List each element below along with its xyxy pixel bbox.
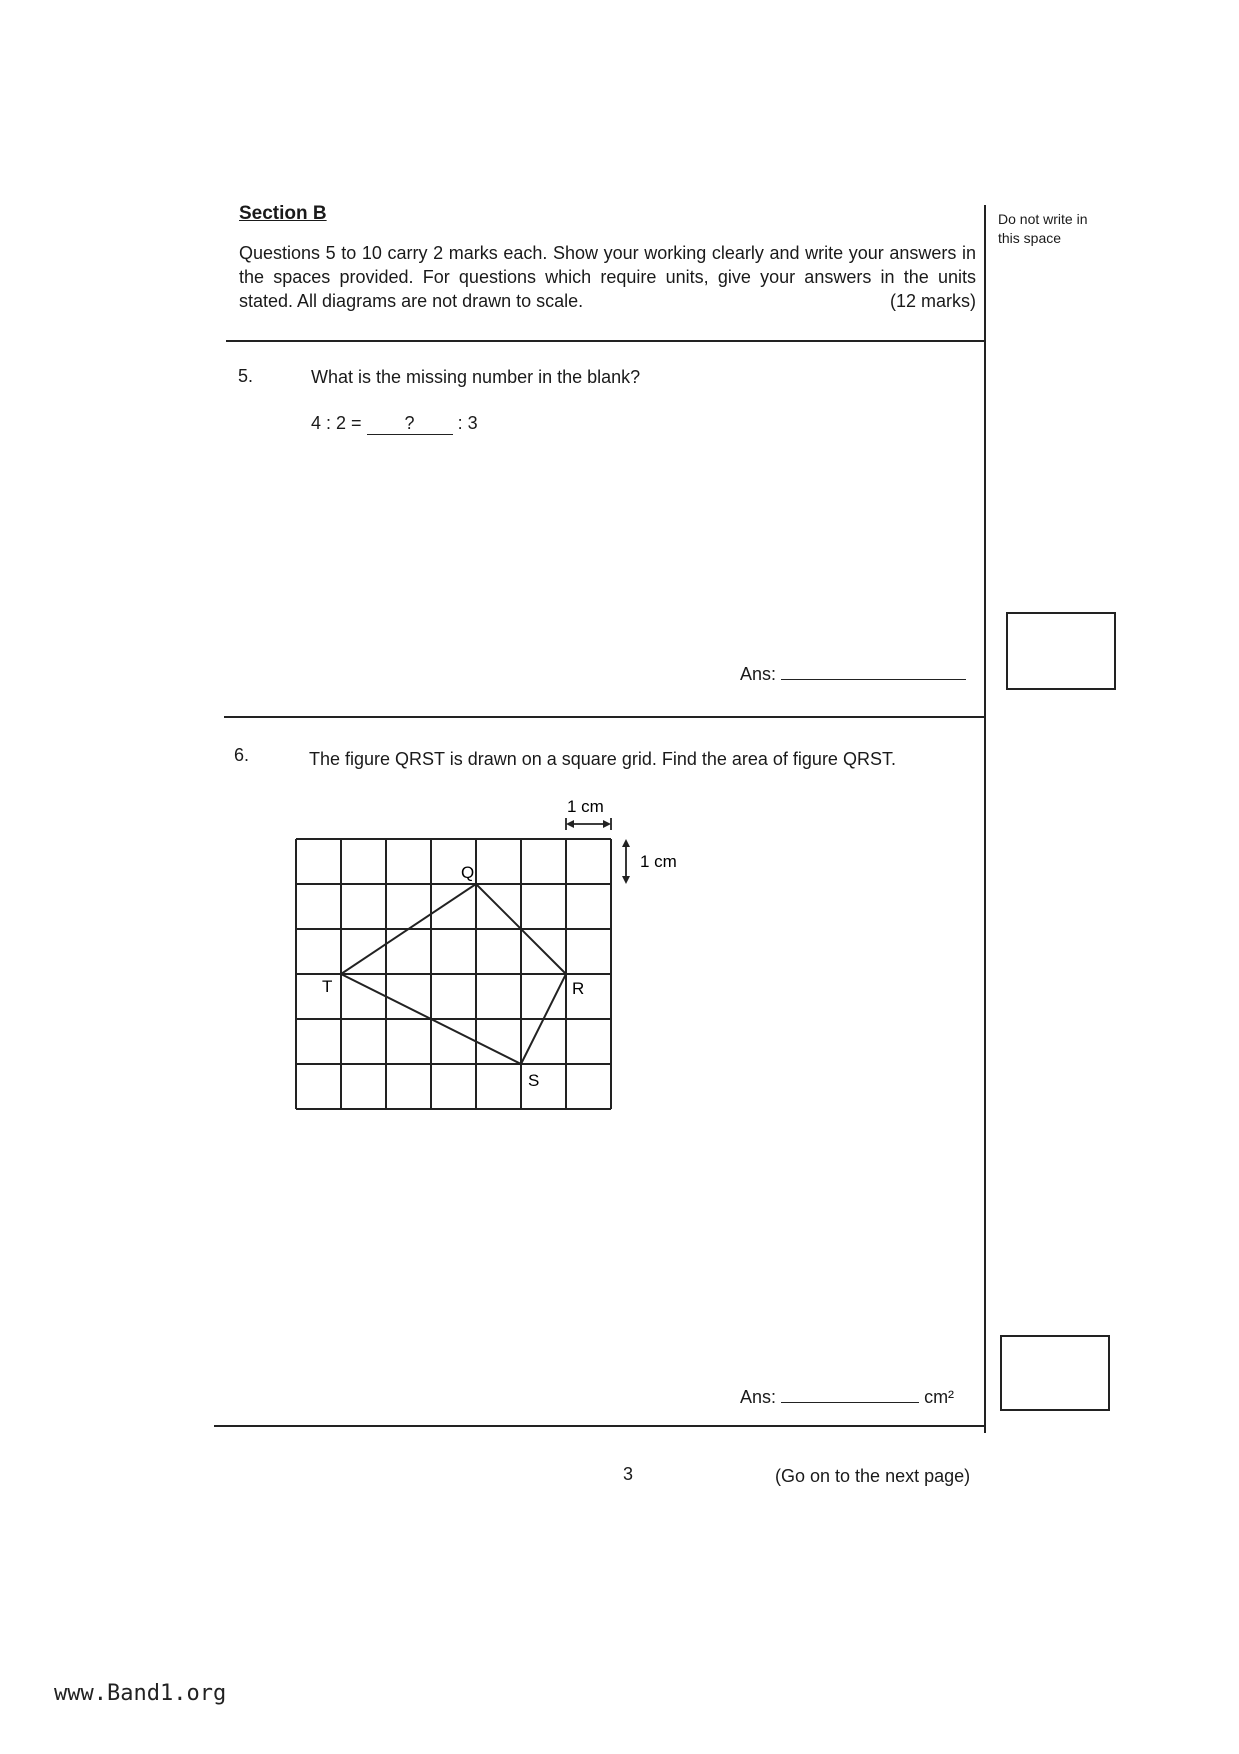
question-5-answer xyxy=(740,664,966,685)
question-5-equation xyxy=(311,413,478,435)
horizontal-scale-label: 1 cm xyxy=(567,797,604,816)
question-6-number: 6. xyxy=(234,745,250,765)
vertical-scale-arrow xyxy=(622,839,630,884)
section-instructions xyxy=(239,241,976,313)
section-title: Section B xyxy=(239,203,327,224)
answer-line[interactable] xyxy=(781,679,966,680)
question-6-answer xyxy=(740,1387,954,1408)
question-5-score-box xyxy=(1006,612,1116,690)
section-marks: (12 marks) xyxy=(889,291,976,311)
vertex-label-s: S xyxy=(528,1071,540,1090)
horizontal-scale-arrow xyxy=(566,818,611,830)
equation-right: : 3 xyxy=(457,413,478,433)
margin-divider xyxy=(984,205,986,1433)
square-grid xyxy=(296,839,611,1109)
answer-label: Ans: xyxy=(740,1387,777,1407)
equation-left: 4 : 2 = xyxy=(311,413,362,433)
question-5-text: What is the missing number in the blank? xyxy=(311,367,641,387)
question-6-score-box xyxy=(1000,1335,1110,1411)
answer-label: Ans: xyxy=(740,664,777,684)
vertex-label-r: R xyxy=(572,979,585,998)
vertical-scale-label: 1 cm xyxy=(640,852,677,871)
question-5-number: 5. xyxy=(238,366,254,386)
answer-unit: cm² xyxy=(924,1387,955,1407)
margin-note: Do not write in this space xyxy=(998,211,1088,246)
instructions-text: Questions 5 to 10 carry 2 marks each. Show your working clearly and write your answers in the spaces provided. For questions which require units, give your answers in the units stated. All diagrams are not drawn to scale. xyxy=(239,243,976,311)
question-6-text: The figure QRST is drawn on a square grid. Find the area of figure QRST. xyxy=(309,749,896,769)
vertex-label-t: T xyxy=(322,977,333,996)
page-bottom-divider xyxy=(214,1425,986,1427)
answer-line[interactable] xyxy=(781,1402,919,1403)
vertex-label-q: Q xyxy=(461,863,475,882)
question-divider xyxy=(224,716,986,718)
equation-blank: ? xyxy=(367,413,453,435)
watermark: www.Band1.org xyxy=(54,1681,227,1706)
question-6-diagram xyxy=(280,790,720,1130)
section-divider xyxy=(226,340,986,342)
page-number: 3 xyxy=(623,1464,634,1484)
next-page-note: (Go on to the next page) xyxy=(775,1466,971,1486)
